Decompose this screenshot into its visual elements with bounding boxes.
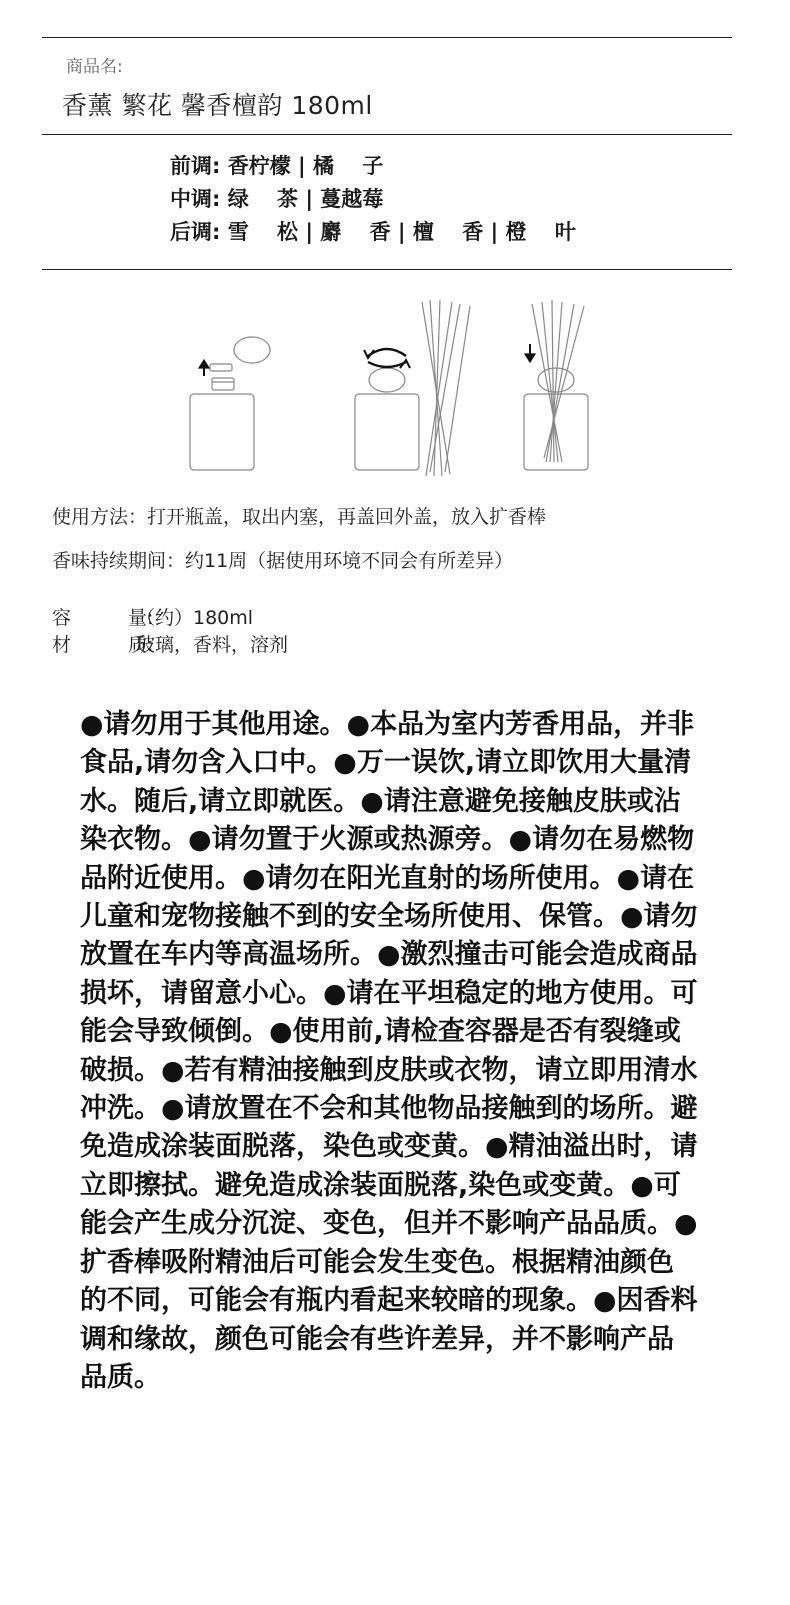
usage-illustration — [160, 292, 620, 482]
material-value: 玻璃，香料，溶剂 — [136, 634, 289, 656]
middle-notes: 中调: 绿 茶 | 蔓越莓 — [170, 187, 384, 211]
insert-sticks-icon — [524, 300, 588, 470]
capacity-row — [52, 603, 253, 630]
divider-2 — [42, 269, 732, 270]
open-cap-icon — [190, 337, 270, 470]
divider-1 — [42, 134, 732, 135]
material-label: 材 质: — [52, 634, 154, 656]
scent-duration: 香味持续期间：约11周（据使用环境不同会有所差异） — [52, 550, 514, 572]
capacity-label: 容 量: — [52, 607, 154, 629]
base-notes: 后调: 雪 松 | 麝 香 | 檀 香 | 橙 叶 — [170, 220, 576, 244]
capacity-value: （约）180ml — [136, 607, 254, 629]
top-rule — [42, 37, 732, 38]
product-name-label: 商品名: — [66, 57, 123, 77]
twist-icon — [355, 300, 470, 476]
top-notes: 前调: 香柠檬 | 橘 子 — [170, 154, 384, 178]
fragrance-notes — [170, 150, 576, 249]
material-row — [52, 630, 288, 657]
usage-method: 使用方法：打开瓶盖，取出内塞，再盖回外盖，放入扩香棒 — [52, 506, 547, 528]
warnings-text: ●请勿用于其他用途。●本品为室内芳香用品，并非食品,请勿含入口中。●万一误饮,请立即饮用大量清水。随后,请立即就医。●请注意避免接触皮肤或沾染衣物。●请勿置于火源或热源旁。●请勿在易燃物品附近使用。●请勿在阳光直射的场所使用。●请在儿童和宠物接触不到的安全场所使用、保管。●请勿放置在车内等高温场所。●激烈撞击可能会造成商品损坏，请留意小心。●请在平坦稳定的地方使用。可能会导致倾倒。●使用前,请检查容器是否有裂缝或破损。●若有精油接触到皮肤或衣物，请立即用清水冲洗。●请放置在不会和其他物品接触到的场所。避免造成涂装面脱落，染色或变黄。●精油溢出时，请立即擦拭。避免造成涂装面脱落,染色或变黄。●可能会产生成分沉淀、变色，但并不影响产品品质。●扩香棒吸附精油后可能会发生变色。根据精油颜色的不同，可能会有瓶内看起来较暗的现象。●因香料调和缘故，颜色可能会有些许差异，并不影响产品品质。 — [80, 709, 698, 1393]
product-name: 香薰 繁花 馨香檀韵 180ml — [62, 91, 373, 120]
